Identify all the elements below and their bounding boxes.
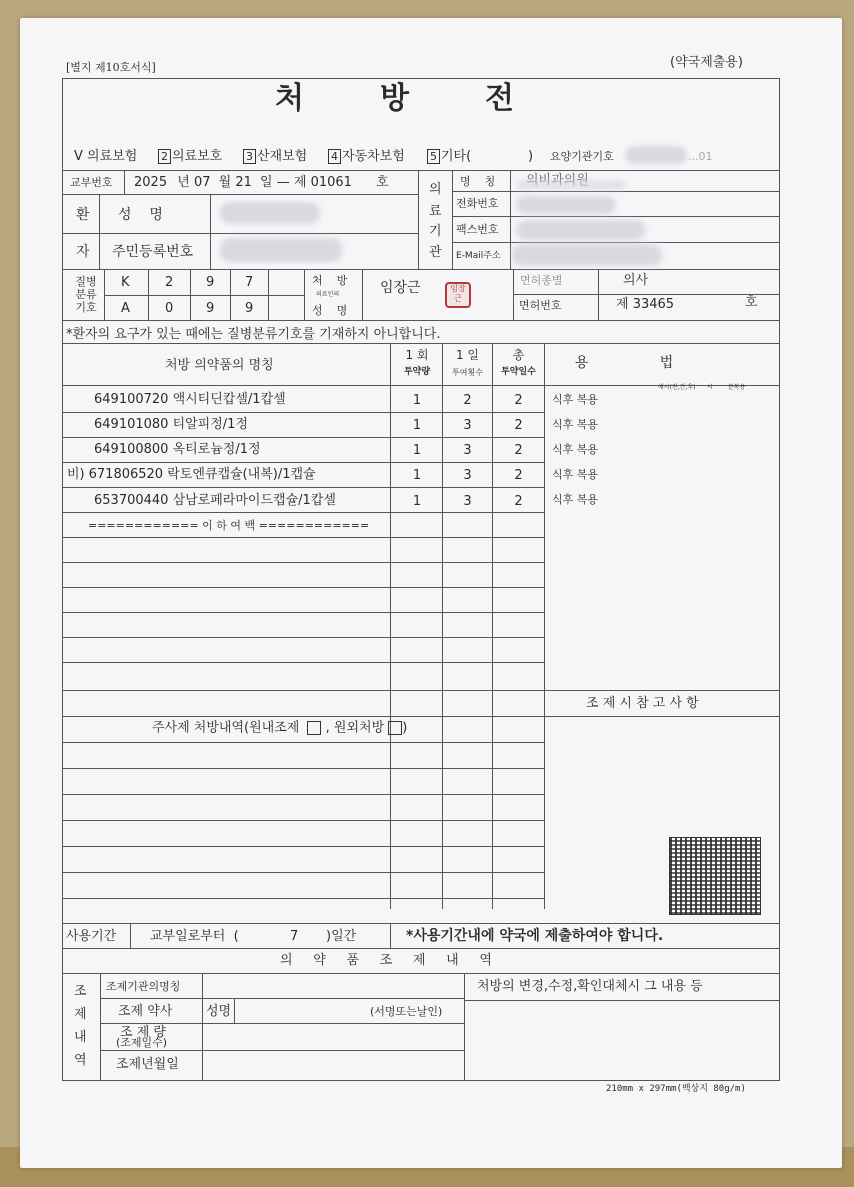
insurance-mark-2: 2: [158, 149, 171, 164]
line: [464, 973, 465, 1080]
insurance-option-2: [158, 149, 222, 164]
med-row-5: [67, 494, 336, 507]
issue-dash: —: [276, 175, 290, 190]
redacted-phone: [516, 196, 616, 214]
redacted-patient-name: [220, 202, 320, 224]
med-usage: 식후 복용: [552, 493, 599, 506]
disease-code-cell: 0: [165, 301, 174, 316]
line: [544, 343, 545, 909]
line: [62, 487, 544, 488]
disease-code-cell: A: [121, 301, 130, 316]
line: [100, 1050, 464, 1051]
line: [62, 462, 544, 463]
license-number-suffix: 호: [745, 295, 758, 310]
line: [62, 637, 544, 638]
med-row-3: [67, 443, 261, 456]
line: [513, 269, 514, 320]
med-dose: 1: [412, 468, 422, 483]
institution-name-label: 명 칭: [460, 175, 496, 188]
email-label: E-Mail주소: [456, 251, 501, 261]
line: [510, 170, 511, 269]
disease-code-cell: 9: [206, 301, 215, 316]
title-char-1: 처: [275, 81, 304, 116]
line: [210, 194, 211, 269]
insurance-mark-5: 5: [427, 149, 440, 164]
line: [62, 690, 780, 691]
dispense-section-char-3: 내: [74, 1030, 87, 1045]
line: [100, 973, 101, 1080]
issue-year: 2025: [134, 175, 168, 190]
med-name: 653700440 삼남로페라마이드캡슐/1캅셀: [94, 493, 336, 508]
insurance-label-5: 기타(: [441, 149, 472, 164]
line: [62, 269, 780, 270]
freq-header-top: 1 일: [455, 348, 480, 362]
insurance-label-3: 산재보험: [257, 149, 308, 164]
form-number: [별지 제10호서식]: [66, 61, 156, 74]
line: [62, 233, 418, 234]
period-notice: *사용기간내에 약국에 제출하여야 합니다.: [406, 928, 664, 944]
pharmacist-name-label: 성명: [206, 1004, 232, 1019]
title-char-2: 방: [380, 81, 409, 116]
med-days: 2: [514, 468, 523, 483]
change-note: 처방의 변경,수정,확인대체시 그 내용 등: [477, 979, 703, 994]
redacted-fax: [516, 220, 646, 240]
line: [62, 794, 544, 795]
license-number-label: 면허번호: [519, 299, 562, 312]
med-days: 2: [514, 494, 523, 509]
line: [202, 998, 203, 1080]
med-freq: 2: [463, 393, 472, 408]
dispensing-notes-label: 조 제 시 참 고 사 항: [586, 696, 699, 711]
disease-code-cell: 7: [245, 275, 254, 290]
disease-code-label-line: 분류: [75, 288, 97, 301]
issue-year-unit: 년: [177, 175, 190, 190]
amount-label-top: 조 제 량: [120, 1025, 166, 1040]
line: [62, 973, 780, 974]
insurance-mark-3: 3: [243, 149, 256, 164]
redacted-email: [512, 244, 662, 266]
med-name: 649100800 옥티로늄정/1정: [94, 442, 261, 457]
med-usage: 식후 복용: [552, 468, 599, 481]
line: [62, 320, 780, 321]
med-dose: 1: [412, 494, 422, 509]
line: [148, 269, 149, 320]
dose-header-bottom: 투약량: [403, 367, 431, 377]
line: [452, 170, 453, 269]
line: [62, 612, 544, 613]
redacted-provider-code: [625, 146, 687, 164]
disease-code-cell: 2: [165, 275, 174, 290]
line: [62, 562, 544, 563]
insurance-option-5: [427, 149, 471, 164]
line: [62, 872, 544, 873]
injection-row: [152, 721, 407, 735]
period-label: 사용기간: [66, 929, 117, 944]
line: [464, 1000, 780, 1001]
line: [230, 269, 231, 320]
doctor-seal-icon: 임장근: [445, 282, 471, 308]
med-freq: 3: [463, 443, 472, 458]
med-prefix: 비): [67, 467, 85, 482]
copy-type: (약국제출용): [670, 55, 743, 70]
insurance-other-close: ): [528, 149, 534, 164]
institution-section-char-4: 관: [429, 245, 442, 260]
med-row-2: [67, 418, 248, 431]
med-freq: 3: [463, 494, 472, 509]
med-dose: 1: [412, 393, 422, 408]
line: [62, 437, 544, 438]
dispense-section-char-4: 역: [74, 1053, 87, 1068]
paper-spec: 210mm x 297mm(백상지 80g/m): [606, 1084, 746, 1094]
issue-month: 07: [193, 175, 211, 190]
line: [124, 170, 125, 194]
line: [452, 242, 780, 243]
med-name: 649100720 액시티딘캅셀/1캅셀: [94, 392, 286, 407]
med-name: 671806520 락토엔큐캡슐(내복)/1캡슐: [88, 467, 316, 482]
provider-code-value: ...01: [688, 150, 713, 163]
med-row-4: [67, 468, 316, 481]
frame-bottom: [62, 1080, 780, 1081]
patient-section-char-1: 환: [76, 207, 90, 223]
dispense-title: 의 약 품 조 제 내 역: [280, 953, 492, 968]
line: [62, 170, 780, 171]
phone-label: 전화번호: [456, 197, 499, 210]
in-house-checkbox[interactable]: [307, 721, 321, 735]
med-usage: 식후 복용: [552, 418, 599, 431]
insurance-label-1: 의료보험: [87, 149, 138, 164]
patient-name-label: 성 명: [118, 207, 163, 223]
med-freq: 3: [463, 468, 472, 483]
line: [62, 537, 544, 538]
doctor-label-top: 처 방: [312, 274, 348, 287]
redacted-institution-name: [516, 180, 626, 190]
dispense-institution-label: 조제기관의명칭: [106, 980, 181, 993]
dispense-date-label: 조제년월일: [116, 1057, 179, 1072]
med-name: 649101080 티알피정/1정: [94, 417, 249, 432]
doctor-label-bottom: 성 명: [312, 304, 348, 317]
outside-checkbox[interactable]: [388, 721, 402, 735]
title-char-3: 전: [485, 81, 514, 116]
usage-header: 용 법: [575, 355, 674, 371]
fax-label: 팩스번호: [456, 223, 499, 236]
doctor-label-mid: 의료인의: [316, 291, 340, 298]
days-header-top: 총: [512, 348, 525, 362]
provider-code-label: 요양기관기호: [550, 150, 614, 163]
issue-no-suffix: 호: [376, 175, 389, 190]
line: [62, 343, 780, 344]
institution-section-char-1: 의: [429, 182, 442, 197]
line: [202, 973, 203, 998]
line: [62, 742, 544, 743]
med-dose: 1: [412, 443, 422, 458]
license-type-label: 면허종별: [520, 274, 563, 287]
line: [62, 587, 544, 588]
frame-left: [62, 78, 63, 1081]
patient-section-char-2: 자: [76, 244, 90, 260]
issue-number-label: 교부번호: [70, 176, 113, 189]
line: [100, 998, 464, 999]
line: [62, 662, 544, 663]
period-unit: )일간: [326, 929, 357, 944]
line: [268, 269, 269, 320]
insurance-label-4: 자동차보험: [342, 149, 405, 164]
line: [62, 820, 544, 821]
issue-number: [134, 176, 389, 189]
line: [62, 716, 780, 717]
frame-top: [62, 78, 780, 79]
period-text: 교부일로부터 (: [150, 929, 239, 944]
patient-id-label: 주민등록번호: [112, 244, 194, 260]
license-number: [616, 298, 674, 311]
institution-section-char-3: 기: [429, 224, 442, 239]
usage-subheader: 예시(전,간,후) 시 분복용: [658, 384, 746, 391]
line: [304, 269, 305, 320]
freq-header-bottom: 투여횟수: [452, 368, 483, 377]
period-days: 7: [290, 929, 299, 944]
line: [104, 295, 304, 296]
institution-section-char-2: 료: [429, 204, 442, 219]
med-usage: 식후 복용: [552, 393, 599, 406]
dispense-section-char-1: 조: [74, 984, 87, 999]
line: [100, 1023, 464, 1024]
insurance-type-row: [74, 150, 137, 163]
line: [62, 923, 780, 924]
med-days: 2: [514, 443, 523, 458]
issue-month-unit: 월: [218, 175, 232, 190]
line: [452, 216, 780, 217]
issue-day: 21: [235, 175, 252, 190]
line: [62, 194, 418, 195]
doctor-name: 임장근: [380, 280, 421, 296]
injection-sep: , 원외처방: [325, 720, 385, 736]
disease-code-label-line: 질병: [75, 275, 97, 288]
insurance-mark-1: V: [74, 149, 83, 164]
license-number-value: 33465: [632, 297, 675, 312]
line: [62, 948, 780, 949]
license-number-prefix: 제: [616, 297, 629, 312]
injection-close: ): [402, 720, 408, 736]
line: [362, 269, 363, 320]
dispense-section-char-2: 제: [74, 1007, 87, 1022]
injection-label: 주사제 처방내역(원내조제: [152, 720, 300, 736]
days-header-bottom: 투약일수: [501, 367, 536, 377]
line: [390, 343, 391, 909]
line: [190, 269, 191, 320]
med-name-header: 처방 의약품의 명칭: [165, 358, 274, 373]
med-dose: 1: [412, 418, 422, 433]
redacted-patient-id: [220, 238, 342, 262]
disease-code-notice: *환자의 요구가 있는 때에는 질병분류기호를 기재하지 아니합니다.: [66, 327, 441, 342]
line: [62, 768, 544, 769]
line: [452, 191, 780, 192]
line: [390, 923, 391, 948]
line: [130, 923, 131, 948]
end-of-list-mark: ============ 이 하 여 백 ============: [88, 519, 370, 532]
insurance-mark-4: 4: [328, 149, 341, 164]
amount-label-bottom: (조제일수): [116, 1036, 168, 1049]
line: [234, 998, 235, 1023]
insurance-option-3: [243, 149, 307, 164]
signature-label: (서명또는날인): [370, 1005, 443, 1018]
issue-no-prefix: 제: [293, 175, 307, 190]
disease-code-label: [71, 275, 101, 314]
line: [598, 269, 599, 320]
dose-header-top: 1 회: [405, 348, 429, 362]
med-days: 2: [514, 418, 523, 433]
line: [62, 846, 544, 847]
license-type-value: 의사: [623, 273, 649, 288]
med-days: 2: [514, 393, 523, 408]
disease-code-cell: 9: [206, 275, 215, 290]
line: [104, 269, 105, 320]
frame-right: [779, 78, 780, 1081]
med-usage: 식후 복용: [552, 443, 599, 456]
disease-code-label-line: 기호: [75, 301, 97, 314]
insurance-option-4: [328, 149, 405, 164]
line: [62, 512, 544, 513]
issue-no-value: 01061: [310, 175, 352, 190]
line: [99, 194, 100, 269]
med-freq: 3: [463, 418, 472, 433]
line: [62, 412, 544, 413]
issue-day-unit: 일: [260, 175, 273, 190]
med-row-1: [67, 393, 286, 406]
disease-code-cell: K: [121, 275, 130, 290]
line: [513, 294, 780, 295]
disease-code-cell: 9: [245, 301, 254, 316]
pharmacist-label: 조제 약사: [118, 1004, 173, 1019]
insurance-label-2: 의료보호: [172, 149, 223, 164]
line: [62, 898, 544, 899]
line: [418, 170, 419, 269]
qr-code-icon: [669, 837, 761, 915]
